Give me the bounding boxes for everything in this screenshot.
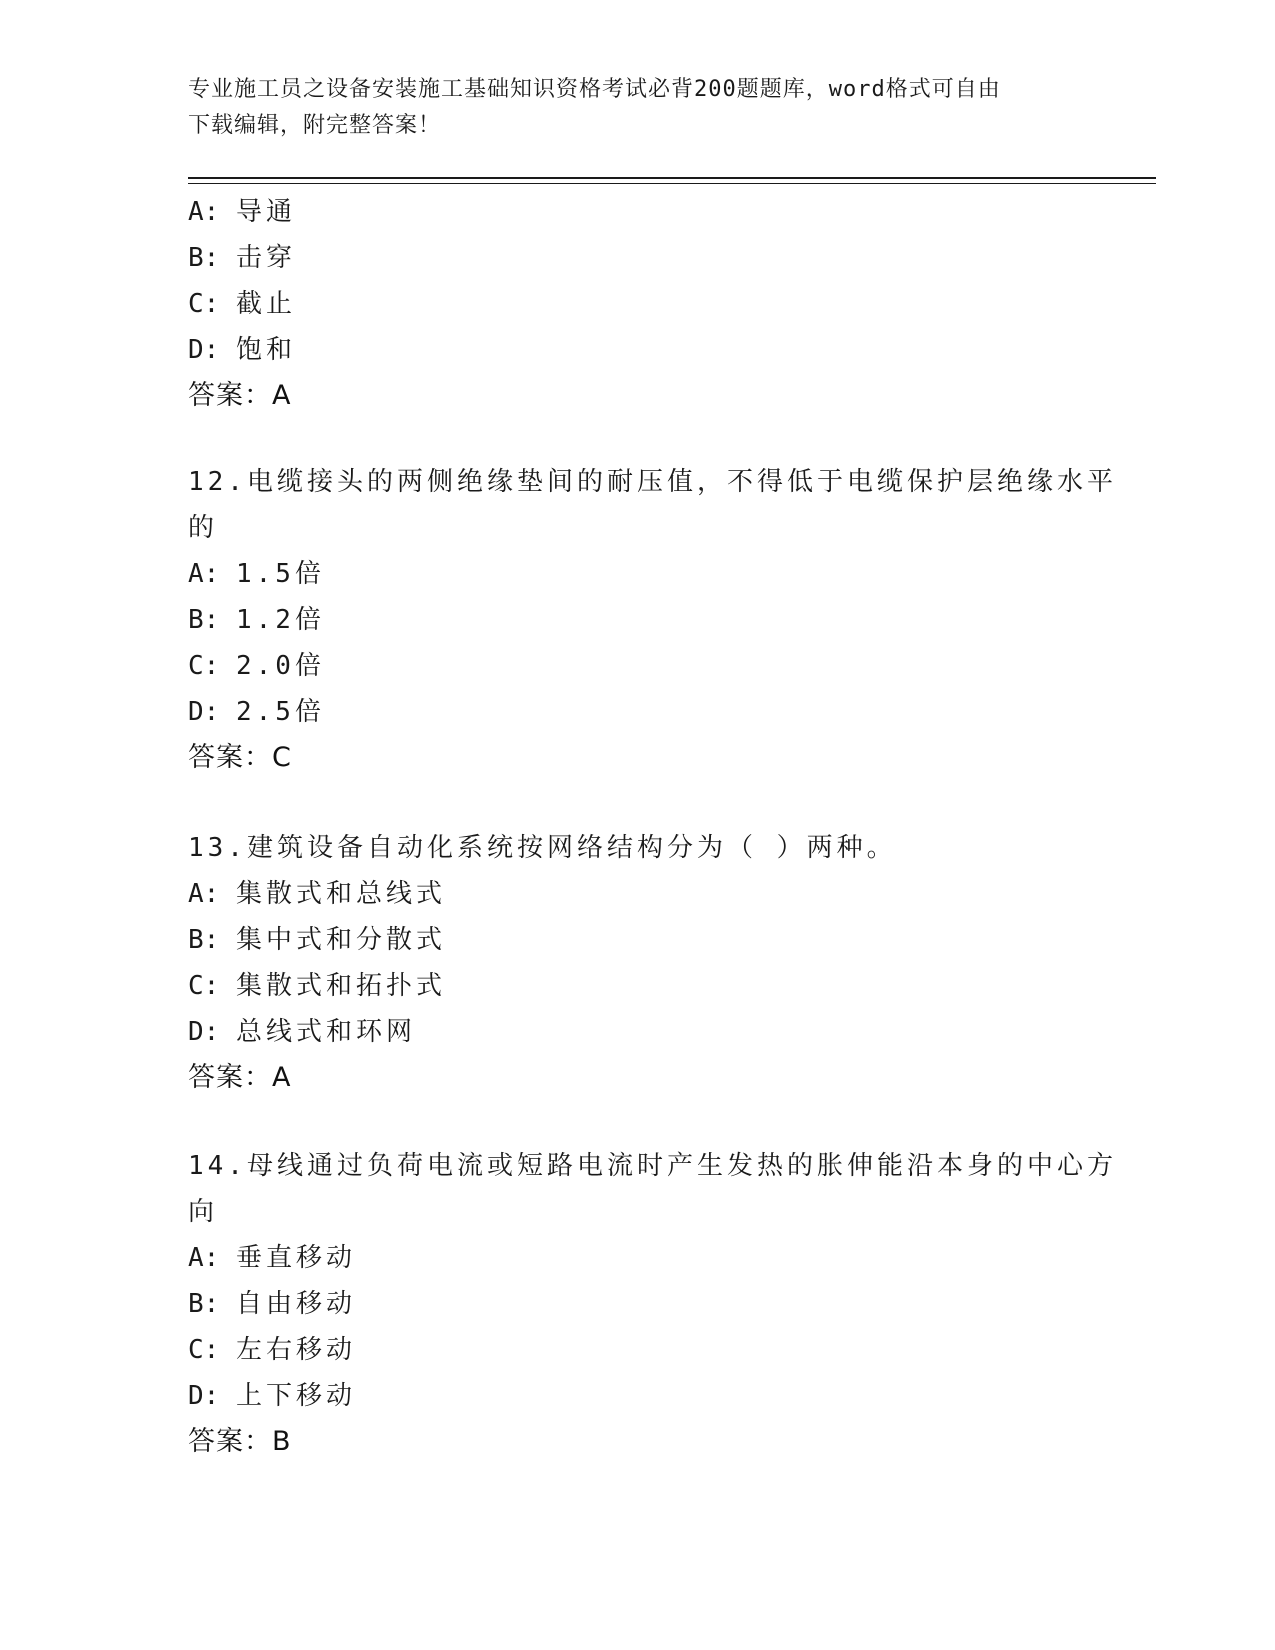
option-text: 集散式和总线式 [236, 879, 447, 909]
option-letter: C: [188, 289, 220, 319]
option-text: 总线式和环网 [236, 1017, 417, 1047]
option-letter: C: [188, 651, 220, 681]
question-11-fragment [188, 189, 1088, 419]
option-a [188, 1235, 1088, 1281]
option-d [188, 1373, 1088, 1419]
question-12 [188, 459, 1117, 781]
question-14 [188, 1143, 1117, 1465]
answer-line: 答案：A [188, 380, 292, 411]
option-text: 集散式和拓扑式 [236, 971, 447, 1001]
option-text: 击穿 [236, 243, 297, 273]
option-letter: B: [188, 243, 220, 273]
option-text: 自由移动 [236, 1289, 357, 1319]
option-letter: D: [188, 335, 220, 365]
question-13 [188, 825, 1088, 1101]
answer-line: 答案：B [188, 1426, 292, 1457]
question-stem-line-1: 13.建筑设备自动化系统按网络结构分为（ ）两种。 [188, 833, 897, 863]
option-c [188, 1327, 1088, 1373]
option-letter: D: [188, 1381, 220, 1411]
option-text: 2.5倍 [236, 697, 325, 727]
option-letter: D: [188, 697, 220, 727]
option-letter: B: [188, 1289, 220, 1319]
option-text: 集中式和分散式 [236, 925, 447, 955]
option-a [188, 871, 1088, 917]
option-text: 1.2倍 [236, 605, 325, 635]
option-text: 垂直移动 [236, 1243, 357, 1273]
option-a [188, 551, 1088, 597]
option-d [188, 1009, 1088, 1055]
header-rule-thin [188, 183, 1156, 184]
option-letter: A: [188, 879, 220, 909]
option-letter: D: [188, 1017, 220, 1047]
option-text: 上下移动 [236, 1381, 357, 1411]
option-c [188, 281, 1088, 327]
answer-line: 答案：A [188, 1062, 292, 1093]
header-rule-thick [188, 177, 1156, 179]
option-letter: A: [188, 197, 220, 227]
answer-line: 答案：C [188, 742, 292, 773]
option-letter: B: [188, 925, 220, 955]
option-c [188, 963, 1088, 1009]
option-letter: A: [188, 559, 220, 589]
option-d [188, 327, 1088, 373]
option-text: 导通 [236, 197, 297, 227]
option-letter: B: [188, 605, 220, 635]
option-d [188, 689, 1088, 735]
option-text: 1.5倍 [236, 559, 325, 589]
question-stem-line-1: 12.电缆接头的两侧绝缘垫间的耐压值，不得低于电缆保护层绝缘水平 [188, 467, 1117, 497]
option-letter: C: [188, 971, 220, 1001]
option-b [188, 1281, 1088, 1327]
option-text: 左右移动 [236, 1335, 357, 1365]
question-stem-line-1: 14.母线通过负荷电流或短路电流时产生发热的胀伸能沿本身的中心方 [188, 1151, 1117, 1181]
question-stem-line-2: 的 [188, 513, 219, 543]
question-stem-line-2: 向 [188, 1197, 219, 1227]
option-text: 2.0倍 [236, 651, 325, 681]
header-line-1: 专业施工员之设备安装施工基础知识资格考试必背200题题库，word格式可自由 [188, 77, 1001, 102]
option-b [188, 235, 1088, 281]
option-letter: C: [188, 1335, 220, 1365]
option-a [188, 189, 1088, 235]
option-text: 饱和 [236, 335, 297, 365]
option-c [188, 643, 1088, 689]
option-letter: A: [188, 1243, 220, 1273]
document-header [188, 72, 1068, 144]
option-b [188, 597, 1088, 643]
option-b [188, 917, 1088, 963]
option-text: 截止 [236, 289, 297, 319]
header-line-2: 下载编辑，附完整答案！ [188, 113, 442, 138]
